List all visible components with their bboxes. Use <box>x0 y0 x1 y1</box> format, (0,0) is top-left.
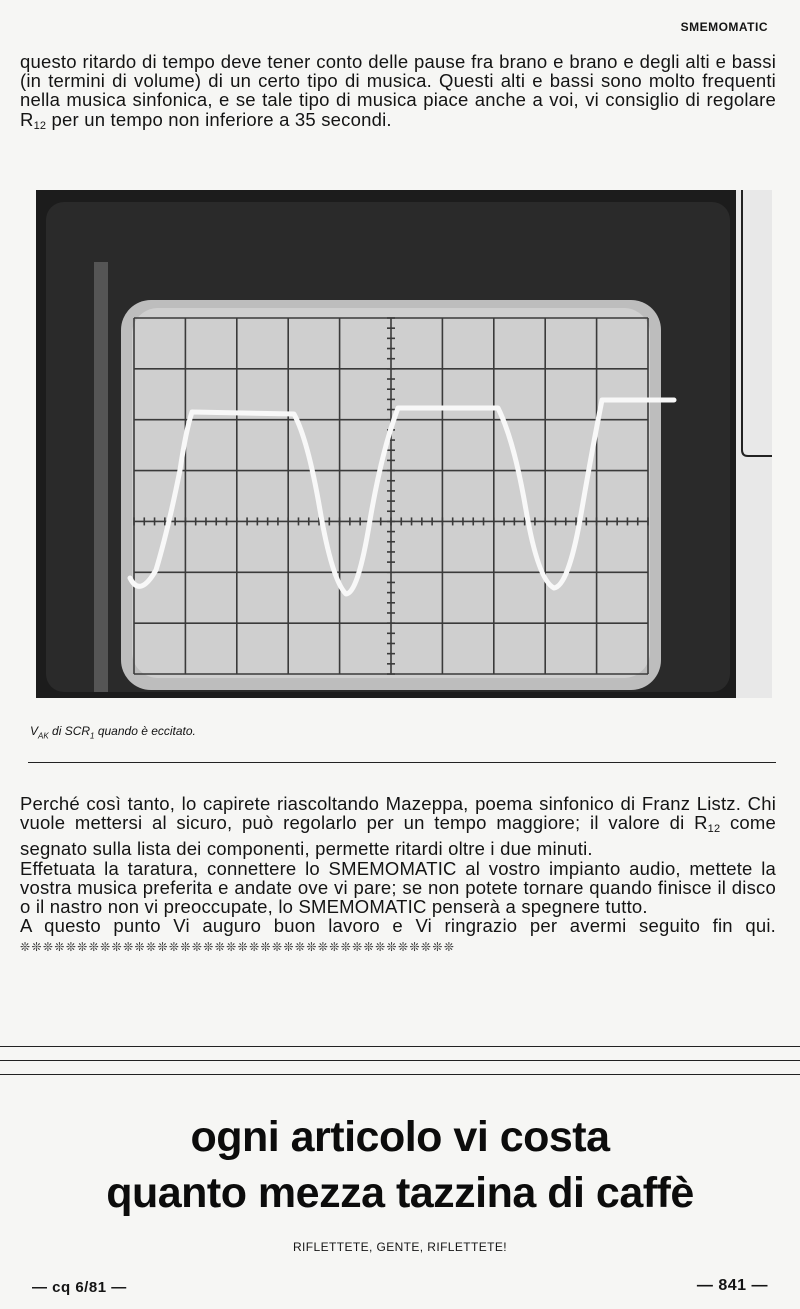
intro-paragraph <box>20 52 776 136</box>
intro-subscript: 12 <box>33 119 47 132</box>
issue-label: — cq 6/81 — <box>32 1279 127 1296</box>
decorative-stars: ❊❊❊❊❊❊❊❊❊❊❊❊❊❊❊❊❊❊❊❊❊❊❊❊❊❊❊❊❊❊❊❊❊❊❊❊❊❊ <box>20 940 456 955</box>
oscilloscope-screen-illustration <box>36 190 772 698</box>
divider-line-1 <box>0 1046 800 1047</box>
caption-sub-ak: AK <box>38 731 49 741</box>
page-number: — 841 — <box>696 1277 768 1294</box>
body-paragraph <box>20 794 776 958</box>
divider-line-3 <box>0 1074 800 1075</box>
caption-sub-1: 1 <box>90 731 95 741</box>
ad-headline-line2: quanto mezza tazzina di caffè <box>106 1169 694 1217</box>
body-subscript: 12 <box>707 823 721 836</box>
body-text-c: A questo punto Vi auguro buon lavoro e Vi ringrazio per avermi seguito fin qui. <box>20 915 776 937</box>
intro-text-a: questo ritardo di tempo deve tener conto delle pause fra brano e brano e degli alti e bassi (in termini di volume) di un certo tipo di musica. Questi alti e bassi sono molto frequenti nella musica sinfonica, e se tale tipo di musica piace anche a voi, vi consiglio di regolare R <box>20 51 776 130</box>
caption-text: di SCR <box>48 724 91 738</box>
intro-text-b: per un tempo non inferiore a 35 secondi. <box>46 108 392 130</box>
body-text-a1: Perché così tanto, lo capirete riascoltando Mazeppa, poema sinfonico di Franz Listz. Chi vuole mettersi al sicuro, può regolarlo per un tempo maggiore; il valore di R <box>20 793 776 834</box>
body-text-b: Effetuata la taratura, connettere lo SMEMOMATIC al vostro impianto audio, mettete la vostra musica preferita e andate ove vi pare; se non potete tornare quando finisce il disco o il nastro non vi preoccupate, lo SMEMOMATIC penserà a spegnere tutto. <box>20 857 776 918</box>
oscilloscope-photo <box>36 190 772 698</box>
ad-subline: RIFLETTETE, GENTE, RIFLETTETE! <box>292 1240 508 1254</box>
caption-v: V <box>30 724 39 738</box>
caption-rest: quando è eccitato. <box>94 724 196 738</box>
ad-headline-line1: ogni articolo vi costa <box>190 1113 610 1161</box>
divider-line-2 <box>0 1060 800 1061</box>
running-header: SMEMOMATIC <box>680 20 768 34</box>
body-text-a2: come segnato sulla lista dei componenti, permette ritardi oltre i due minuti. <box>20 812 776 860</box>
figure-caption <box>30 724 196 740</box>
caption-divider <box>28 762 776 763</box>
